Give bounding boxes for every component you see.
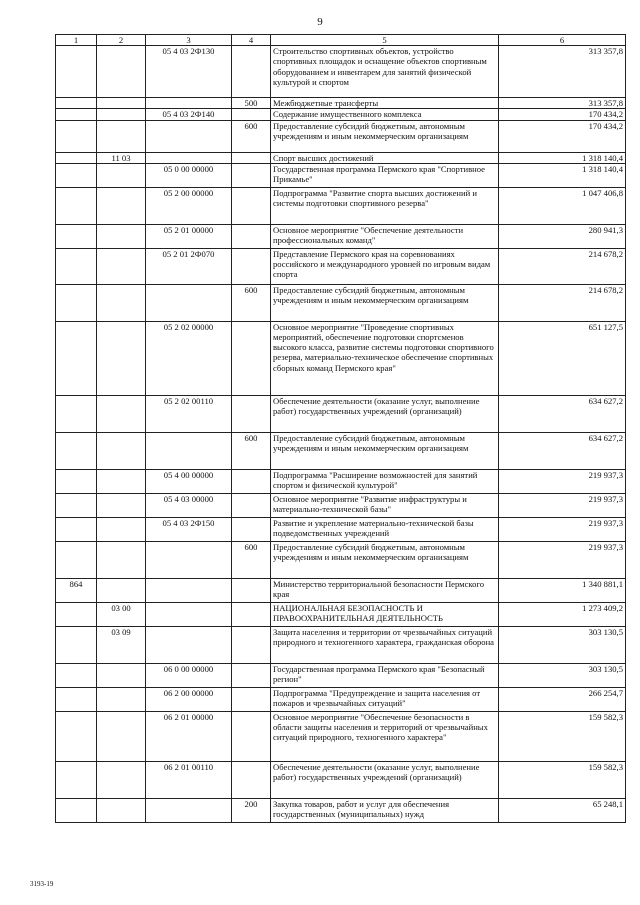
cell-amount: 651 127,5 — [499, 321, 626, 395]
cell-subsection-code — [97, 395, 146, 432]
table-row — [56, 663, 626, 687]
cell-section-code — [56, 602, 97, 626]
cell-amount: 303 130,5 — [499, 663, 626, 687]
table-row — [56, 248, 626, 284]
cell-target-article: 05 4 03 2Ф150 — [146, 517, 232, 541]
cell-section-code — [56, 224, 97, 248]
cell-target-article: 05 2 01 00000 — [146, 224, 232, 248]
table-row — [56, 187, 626, 224]
cell-expense-type — [232, 395, 271, 432]
cell-description: Представление Пермского края на соревнованиях российского и международного уровней по игровым видам спорта — [271, 248, 499, 284]
cell-target-article: 06 2 01 00000 — [146, 711, 232, 761]
cell-target-article — [146, 152, 232, 163]
cell-description: Предоставление субсидий бюджетным, автономным учреждениям и иным некоммерческим организациям — [271, 432, 499, 469]
cell-description: Государственная программа Пермского края "Безопасный регион" — [271, 663, 499, 687]
cell-description: НАЦИОНАЛЬНАЯ БЕЗОПАСНОСТЬ И ПРАВООХРАНИТЕЛЬНАЯ ДЕЯТЕЛЬНОСТЬ — [271, 602, 499, 626]
cell-subsection-code — [97, 321, 146, 395]
cell-subsection-code — [97, 493, 146, 517]
cell-expense-type: 600 — [232, 432, 271, 469]
cell-amount: 219 937,3 — [499, 493, 626, 517]
cell-amount: 1 047 406,8 — [499, 187, 626, 224]
cell-description: Основное мероприятие "Обеспечение деятельности профессиональных команд" — [271, 224, 499, 248]
cell-amount: 313 357,8 — [499, 46, 626, 98]
cell-target-article — [146, 602, 232, 626]
cell-expense-type — [232, 761, 271, 798]
cell-target-article: 05 2 02 00000 — [146, 321, 232, 395]
table-row — [56, 541, 626, 578]
cell-section-code — [56, 248, 97, 284]
cell-expense-type — [232, 152, 271, 163]
cell-target-article — [146, 284, 232, 321]
table-row — [56, 517, 626, 541]
cell-section-code — [56, 626, 97, 663]
table-row — [56, 152, 626, 163]
table-row — [56, 98, 626, 109]
cell-description: Основное мероприятие "Обеспечение безопасности в области защиты населения и территорий от чрезвычайных ситуаций природного, техногенного характера" — [271, 711, 499, 761]
cell-section-code — [56, 98, 97, 109]
cell-subsection-code — [97, 798, 146, 822]
cell-subsection-code — [97, 663, 146, 687]
cell-amount: 159 582,3 — [499, 711, 626, 761]
cell-target-article: 05 4 03 2Ф130 — [146, 46, 232, 98]
table-row — [56, 432, 626, 469]
cell-amount: 219 937,3 — [499, 469, 626, 493]
cell-expense-type — [232, 493, 271, 517]
table-row — [56, 578, 626, 602]
cell-target-article: 05 4 03 2Ф140 — [146, 109, 232, 120]
cell-target-article — [146, 120, 232, 152]
table-header-row — [56, 35, 626, 46]
cell-section-code — [56, 46, 97, 98]
cell-subsection-code: 03 00 — [97, 602, 146, 626]
table-row — [56, 395, 626, 432]
cell-subsection-code — [97, 578, 146, 602]
cell-section-code — [56, 798, 97, 822]
cell-amount: 280 941,3 — [499, 224, 626, 248]
cell-amount: 313 357,8 — [499, 98, 626, 109]
cell-amount: 266 254,7 — [499, 687, 626, 711]
cell-expense-type — [232, 663, 271, 687]
table-row — [56, 224, 626, 248]
cell-expense-type — [232, 517, 271, 541]
cell-description: Обеспечение деятельности (оказание услуг, выполнение работ) государственных учреждений (организаций) — [271, 395, 499, 432]
cell-expense-type — [232, 687, 271, 711]
cell-section-code — [56, 321, 97, 395]
cell-section-code — [56, 432, 97, 469]
cell-subsection-code — [97, 120, 146, 152]
cell-subsection-code: 03 09 — [97, 626, 146, 663]
cell-subsection-code — [97, 187, 146, 224]
cell-expense-type — [232, 626, 271, 663]
cell-subsection-code — [97, 517, 146, 541]
table-row — [56, 120, 626, 152]
cell-amount: 65 248,1 — [499, 798, 626, 822]
cell-description: Подпрограмма "Предупреждение и защита населения от пожаров и чрезвычайных ситуаций" — [271, 687, 499, 711]
cell-description: Обеспечение деятельности (оказание услуг, выполнение работ) государственных учреждений (организаций) — [271, 761, 499, 798]
cell-expense-type: 500 — [232, 98, 271, 109]
table-row — [56, 687, 626, 711]
cell-section-code — [56, 187, 97, 224]
cell-description: Строительство спортивных объектов, устройство спортивных площадок и оснащение объектов спортивным оборудованием и инвентарем для занятий физической культурой и спортом — [271, 46, 499, 98]
cell-expense-type: 600 — [232, 284, 271, 321]
cell-section-code — [56, 687, 97, 711]
cell-description: Закупка товаров, работ и услуг для обеспечения государственных (муниципальных) нужд — [271, 798, 499, 822]
column-header: 2 — [97, 35, 146, 46]
cell-amount: 159 582,3 — [499, 761, 626, 798]
cell-target-article — [146, 432, 232, 469]
cell-description: Министерство территориальной безопасности Пермского края — [271, 578, 499, 602]
cell-amount: 1 273 409,2 — [499, 602, 626, 626]
cell-section-code — [56, 120, 97, 152]
cell-expense-type — [232, 163, 271, 187]
cell-amount: 1 340 881,1 — [499, 578, 626, 602]
cell-amount: 303 130,5 — [499, 626, 626, 663]
cell-expense-type — [232, 578, 271, 602]
cell-amount: 214 678,2 — [499, 248, 626, 284]
cell-target-article: 05 4 00 00000 — [146, 469, 232, 493]
column-header: 3 — [146, 35, 232, 46]
cell-target-article: 05 2 02 00110 — [146, 395, 232, 432]
table-body — [56, 46, 626, 823]
cell-expense-type: 600 — [232, 120, 271, 152]
cell-expense-type — [232, 248, 271, 284]
cell-description: Предоставление субсидий бюджетным, автономным учреждениям и иным некоммерческим организациям — [271, 284, 499, 321]
cell-expense-type — [232, 109, 271, 120]
table-row — [56, 284, 626, 321]
table-row — [56, 602, 626, 626]
table-row — [56, 493, 626, 517]
cell-target-article: 05 0 00 00000 — [146, 163, 232, 187]
cell-subsection-code — [97, 711, 146, 761]
cell-section-code — [56, 284, 97, 321]
cell-amount: 219 937,3 — [499, 541, 626, 578]
table-row — [56, 798, 626, 822]
cell-description: Предоставление субсидий бюджетным, автономным учреждениям и иным некоммерческим организациям — [271, 541, 499, 578]
cell-description: Предоставление субсидий бюджетным, автономным учреждениям и иным некоммерческим организациям — [271, 120, 499, 152]
cell-section-code — [56, 469, 97, 493]
table-row — [56, 711, 626, 761]
cell-section-code — [56, 163, 97, 187]
table-row — [56, 163, 626, 187]
cell-target-article — [146, 626, 232, 663]
footer-code: 3193-19 — [30, 880, 54, 888]
cell-section-code — [56, 395, 97, 432]
table-row — [56, 469, 626, 493]
cell-subsection-code — [97, 541, 146, 578]
cell-description: Развитие и укрепление материально-технической базы подведомственных учреждений — [271, 517, 499, 541]
cell-target-article: 06 0 00 00000 — [146, 663, 232, 687]
cell-subsection-code — [97, 469, 146, 493]
cell-amount: 1 318 140,4 — [499, 152, 626, 163]
cell-description: Основное мероприятие "Проведение спортивных мероприятий, обеспечение подготовки спортсменов высокого класса, развитие системы подготовки спортивного резерва, материально-техническое обеспечение спортивных сборных команд Пермского края" — [271, 321, 499, 395]
cell-subsection-code — [97, 761, 146, 798]
cell-section-code: 864 — [56, 578, 97, 602]
cell-expense-type: 200 — [232, 798, 271, 822]
cell-description: Содержание имущественного комплекса — [271, 109, 499, 120]
cell-amount: 634 627,2 — [499, 395, 626, 432]
cell-amount: 214 678,2 — [499, 284, 626, 321]
column-header: 6 — [499, 35, 626, 46]
cell-expense-type — [232, 46, 271, 98]
cell-amount: 634 627,2 — [499, 432, 626, 469]
cell-subsection-code — [97, 98, 146, 109]
cell-subsection-code — [97, 248, 146, 284]
cell-expense-type — [232, 469, 271, 493]
cell-target-article — [146, 798, 232, 822]
budget-table — [55, 34, 626, 823]
cell-expense-type — [232, 187, 271, 224]
cell-subsection-code — [97, 109, 146, 120]
column-header: 5 — [271, 35, 499, 46]
cell-section-code — [56, 711, 97, 761]
cell-section-code — [56, 761, 97, 798]
cell-section-code — [56, 493, 97, 517]
cell-subsection-code — [97, 224, 146, 248]
cell-description: Защита населения и территории от чрезвычайных ситуаций природного и техногенного характера, гражданская оборона — [271, 626, 499, 663]
cell-section-code — [56, 663, 97, 687]
cell-amount: 219 937,3 — [499, 517, 626, 541]
cell-subsection-code — [97, 46, 146, 98]
cell-expense-type — [232, 224, 271, 248]
cell-expense-type — [232, 711, 271, 761]
cell-subsection-code — [97, 432, 146, 469]
cell-description: Спорт высших достижений — [271, 152, 499, 163]
cell-target-article — [146, 578, 232, 602]
cell-amount: 1 318 140,4 — [499, 163, 626, 187]
cell-amount: 170 434,2 — [499, 109, 626, 120]
cell-section-code — [56, 517, 97, 541]
cell-target-article: 06 2 00 00000 — [146, 687, 232, 711]
table-row — [56, 321, 626, 395]
cell-description: Подпрограмма "Развитие спорта высших достижений и системы подготовки спортивного резерва" — [271, 187, 499, 224]
column-header: 4 — [232, 35, 271, 46]
cell-description: Основное мероприятие "Развитие инфраструктуры и материально-технической базы" — [271, 493, 499, 517]
cell-expense-type: 600 — [232, 541, 271, 578]
page-number: 9 — [317, 16, 323, 28]
cell-amount: 170 434,2 — [499, 120, 626, 152]
cell-section-code — [56, 541, 97, 578]
column-header: 1 — [56, 35, 97, 46]
table-row — [56, 761, 626, 798]
cell-subsection-code — [97, 163, 146, 187]
cell-section-code — [56, 152, 97, 163]
cell-expense-type — [232, 602, 271, 626]
cell-subsection-code — [97, 284, 146, 321]
cell-target-article — [146, 541, 232, 578]
cell-target-article: 05 4 03 00000 — [146, 493, 232, 517]
cell-target-article: 05 2 00 00000 — [146, 187, 232, 224]
cell-description: Государственная программа Пермского края "Спортивное Прикамье" — [271, 163, 499, 187]
table-row — [56, 109, 626, 120]
table-row — [56, 626, 626, 663]
cell-target-article: 05 2 01 2Ф070 — [146, 248, 232, 284]
table-row — [56, 46, 626, 98]
cell-subsection-code — [97, 687, 146, 711]
cell-description: Межбюджетные трансферты — [271, 98, 499, 109]
cell-target-article: 06 2 01 00110 — [146, 761, 232, 798]
cell-section-code — [56, 109, 97, 120]
cell-description: Подпрограмма "Расширение возможностей для занятий спортом и физической культурой" — [271, 469, 499, 493]
cell-subsection-code: 11 03 — [97, 152, 146, 163]
cell-target-article — [146, 98, 232, 109]
cell-expense-type — [232, 321, 271, 395]
